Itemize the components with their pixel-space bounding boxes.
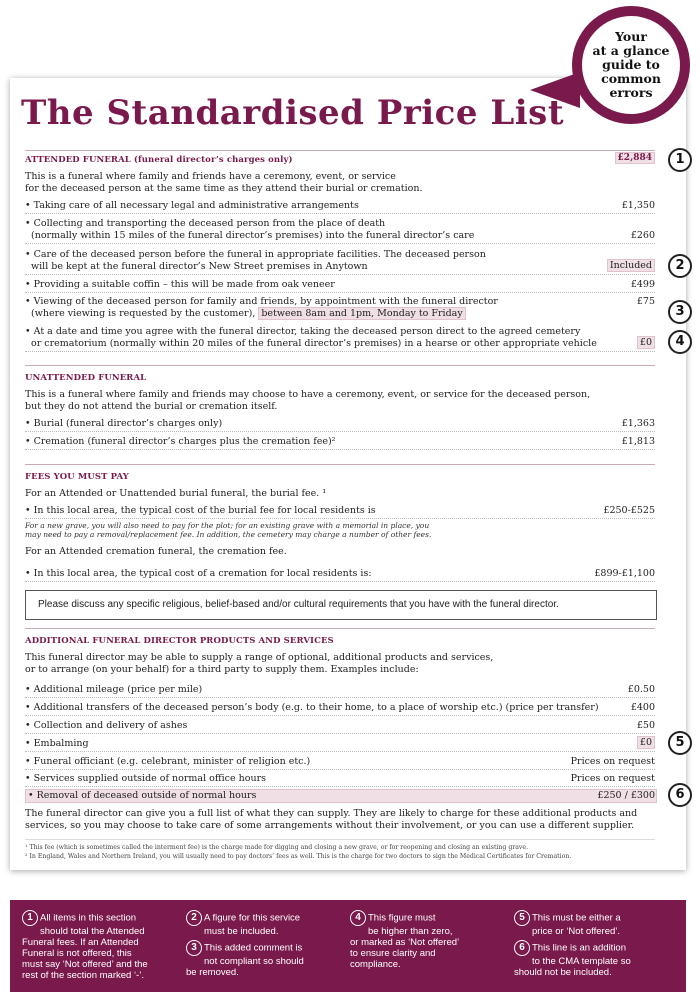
legend-text: must say ‘Not offered’ and the <box>22 959 148 970</box>
footnote-divider <box>25 839 655 840</box>
legend-text: This figure must <box>368 912 436 924</box>
unattended-desc-2: but they do not attend the burial or cremation itself. <box>25 401 278 412</box>
legend-text: This added comment is <box>204 942 303 954</box>
attended-desc-2: for the deceased person at the same time as they attend their burial or cremation. <box>25 183 423 194</box>
legend-text: This must be either a <box>532 912 621 924</box>
legend-text: Funeral fees. If an Attended <box>22 937 139 948</box>
fees-burial-intro: For an Attended or Unattended burial funeral, the burial fee. ¹ <box>25 488 327 499</box>
legend-text: to the CMA template so <box>532 956 631 967</box>
additional-item-1: • Additional mileage (price per mile) <box>25 684 203 695</box>
legend-text: rest of the section marked ‘-’. <box>22 970 144 981</box>
leader-line <box>25 212 655 214</box>
leader-line <box>25 517 655 519</box>
page-title: The Standardised Price List <box>21 93 565 133</box>
legend-text: should not be included. <box>514 967 612 978</box>
discuss-text: Please discuss any specific religious, belief-based and/or cultural requirements that you have with the funeral director. <box>38 599 559 610</box>
additional-item-4: • Embalming <box>25 738 89 749</box>
bubble-line: guide to <box>602 57 660 72</box>
section-divider <box>25 628 655 629</box>
leader-line <box>25 785 655 787</box>
guide-bubble-inner <box>582 16 680 114</box>
badge-4: 4 <box>668 330 692 354</box>
leader-line <box>25 714 655 716</box>
legend-item-6 <box>514 940 674 978</box>
additional-price-7: £250 / £300 <box>597 790 655 801</box>
additional-closing-2: services, so you may choose to take care of some arrangements without their involvement, or you can use a different supplier. <box>25 820 635 831</box>
badge-3: 3 <box>668 300 692 324</box>
leader-line <box>25 696 655 698</box>
unattended-price-2: £1,813 <box>621 436 655 447</box>
attended-item-2: • Collecting and transporting the deceased person from the place of death <box>25 218 386 229</box>
footnote-2: ² In England, Wales and Northern Ireland, you will usually need to pay doctors’ fees as well. This is the charge for two doctors to sign the Medical Certificates for Cremation. <box>25 853 572 860</box>
additional-item-6: • Services supplied outside of normal office hours <box>25 773 266 784</box>
fees-burial-label: • In this local area, the typical cost of the burial fee for local residents is <box>25 505 376 516</box>
legend-text: A figure for this service <box>204 912 301 924</box>
attended-item-4: • Providing a suitable coffin – this will be made from oak veneer <box>25 279 335 290</box>
guide-bubble-text <box>593 30 670 100</box>
legend-text: be higher than zero, <box>368 926 453 937</box>
additional-price-6: Prices on request <box>570 773 655 784</box>
badge-1: 1 <box>668 148 692 172</box>
section-divider <box>25 464 655 465</box>
leader-line <box>25 768 655 770</box>
attended-item-5: • Viewing of the deceased person for family and friends, by appointment with the funeral director <box>25 296 498 307</box>
bubble-line: common <box>601 71 661 86</box>
attended-item-6b: or crematorium (normally within 20 miles of the funeral director’s premises) in a hearse or other appropriate vehicle <box>31 338 597 349</box>
leader-line <box>25 580 655 582</box>
additional-price-2: £400 <box>630 702 655 713</box>
legend-text: not compliant so should <box>204 956 304 967</box>
legend-text: to ensure clarity and <box>350 948 436 959</box>
attended-price-2: £260 <box>630 230 655 241</box>
legend-text: All items in this section <box>40 912 137 924</box>
discuss-box <box>25 590 657 620</box>
attended-item-3: • Care of the deceased person before the funeral in appropriate facilities. The deceased person <box>25 249 486 260</box>
attended-item-5b-text: (where viewing is requested by the customer), <box>31 308 256 319</box>
fees-heading: FEES YOU MUST PAY <box>25 472 129 482</box>
legend-number: 3 <box>186 940 202 956</box>
unattended-item-2: • Cremation (funeral director’s charges plus the cremation fee)² <box>25 436 336 447</box>
unattended-item-1: • Burial (funeral director’s charges only) <box>25 418 223 429</box>
bubble-line: at a glance <box>592 43 670 58</box>
legend-panel <box>10 900 686 992</box>
section-divider <box>25 365 655 366</box>
additional-price-5: Prices on request <box>570 756 655 767</box>
legend-number: 1 <box>22 910 38 926</box>
legend-number: 6 <box>514 940 530 956</box>
section-divider <box>25 150 655 151</box>
attended-heading: ATTENDED FUNERAL (funeral director’s charges only) <box>25 155 293 165</box>
non-compliant-comment: between 8am and 1pm, Monday to Friday <box>258 307 465 320</box>
badge-5: 5 <box>668 731 692 755</box>
legend-text: or marked as ‘Not offered’ <box>350 937 460 948</box>
legend-text: compliance. <box>350 959 401 970</box>
fees-crem-intro: For an Attended cremation funeral, the cremation fee. <box>25 546 287 557</box>
attended-item-5b <box>25 308 466 320</box>
attended-price-4: £499 <box>630 279 655 290</box>
legend-number: 2 <box>186 910 202 926</box>
legend-text: This line is an addition <box>532 942 626 954</box>
additional-desc-1: This funeral director may be able to supply a range of optional, additional products and services, <box>25 652 494 663</box>
leader-line <box>25 430 655 432</box>
legend-text: Funeral is not offered, this <box>22 948 132 959</box>
legend-item-1 <box>22 910 172 981</box>
legend-number: 4 <box>350 910 366 926</box>
unattended-heading: UNATTENDED FUNERAL <box>25 373 147 383</box>
leader-line <box>25 350 655 352</box>
fees-burial-price: £250-£525 <box>603 505 655 516</box>
attended-price-6: £0 <box>637 336 655 349</box>
legend-item-4 <box>350 910 500 970</box>
attended-price-5: £75 <box>636 296 655 307</box>
leader-line <box>25 448 655 450</box>
badge-6: 6 <box>668 783 692 807</box>
additional-item-2: • Additional transfers of the deceased person’s body (e.g. to their home, to a place of worship etc.) (price per transfer) <box>25 702 599 713</box>
legend-text: must be included. <box>204 926 279 937</box>
bubble-line: errors <box>609 85 653 100</box>
fees-crem-price: £899-£1,100 <box>594 568 655 579</box>
attended-price-1: £1,350 <box>621 200 655 211</box>
additional-item-3: • Collection and delivery of ashes <box>25 720 188 731</box>
additional-price-3: £50 <box>636 720 655 731</box>
unattended-price-1: £1,363 <box>621 418 655 429</box>
attended-desc-1: This is a funeral where family and friends have a ceremony, event, or service <box>25 171 396 182</box>
legend-item-3 <box>186 940 336 978</box>
fees-crem-label: • In this local area, the typical cost of a cremation for local residents is: <box>25 568 372 579</box>
legend-number: 5 <box>514 910 530 926</box>
leader-line <box>25 750 655 752</box>
attended-item-2b: (normally within 15 miles of the funeral director’s premises) into the funeral director’s care <box>31 230 475 241</box>
leader-line <box>25 291 655 293</box>
legend-item-2 <box>186 910 336 937</box>
unattended-desc-1: This is a funeral where family and friends may choose to have a ceremony, event, or service for the deceased person, <box>25 389 591 400</box>
additional-heading: ADDITIONAL FUNERAL DIRECTOR PRODUCTS AND SERVICES <box>25 636 334 646</box>
bubble-line: Your <box>615 29 647 44</box>
additional-item-7: • Removal of deceased outside of normal hours <box>25 789 657 803</box>
attended-total: £2,884 <box>615 152 655 164</box>
leader-line <box>25 242 655 244</box>
additional-desc-2: or to arrange (on your behalf) for a third party to supply them. Examples include: <box>25 664 419 675</box>
legend-text: be removed. <box>186 967 239 978</box>
attended-item-3b: will be kept at the funeral director’s New Street premises in Anytown <box>31 261 368 272</box>
attended-price-3: Included <box>607 259 655 272</box>
badge-2: 2 <box>668 254 692 278</box>
attended-item-6: • At a date and time you agree with the funeral director, taking the deceased person direct to the agreed cemetery <box>25 326 581 337</box>
legend-text: should total the Attended <box>40 926 145 937</box>
leader-line <box>25 273 655 275</box>
leader-line <box>25 732 655 734</box>
additional-price-1: £0.50 <box>627 684 655 695</box>
additional-closing-1: The funeral director can give you a full list of what they can supply. They are likely to charge for these additional products and <box>25 808 638 819</box>
legend-text: price or ‘Not offered’. <box>532 926 621 937</box>
additional-item-5: • Funeral officiant (e.g. celebrant, minister of religion etc.) <box>25 756 311 767</box>
legend-item-5 <box>514 910 674 937</box>
additional-price-4: £0 <box>637 736 655 749</box>
fees-note-1: For a new grave, you will also need to pay for the plot; for an existing grave with a memorial in place, you <box>25 521 430 530</box>
footnote-1: ¹ This fee (which is sometimes called the interment fee) is the charge made for digging and closing a new grave, or for reopening and closing an existing grave. <box>25 844 529 851</box>
fees-note-2: may need to pay a removal/replacement fee. In addition, the cemetery may charge a number of other fees. <box>25 530 432 539</box>
attended-item-1: • Taking care of all necessary legal and administrative arrangements <box>25 200 359 211</box>
